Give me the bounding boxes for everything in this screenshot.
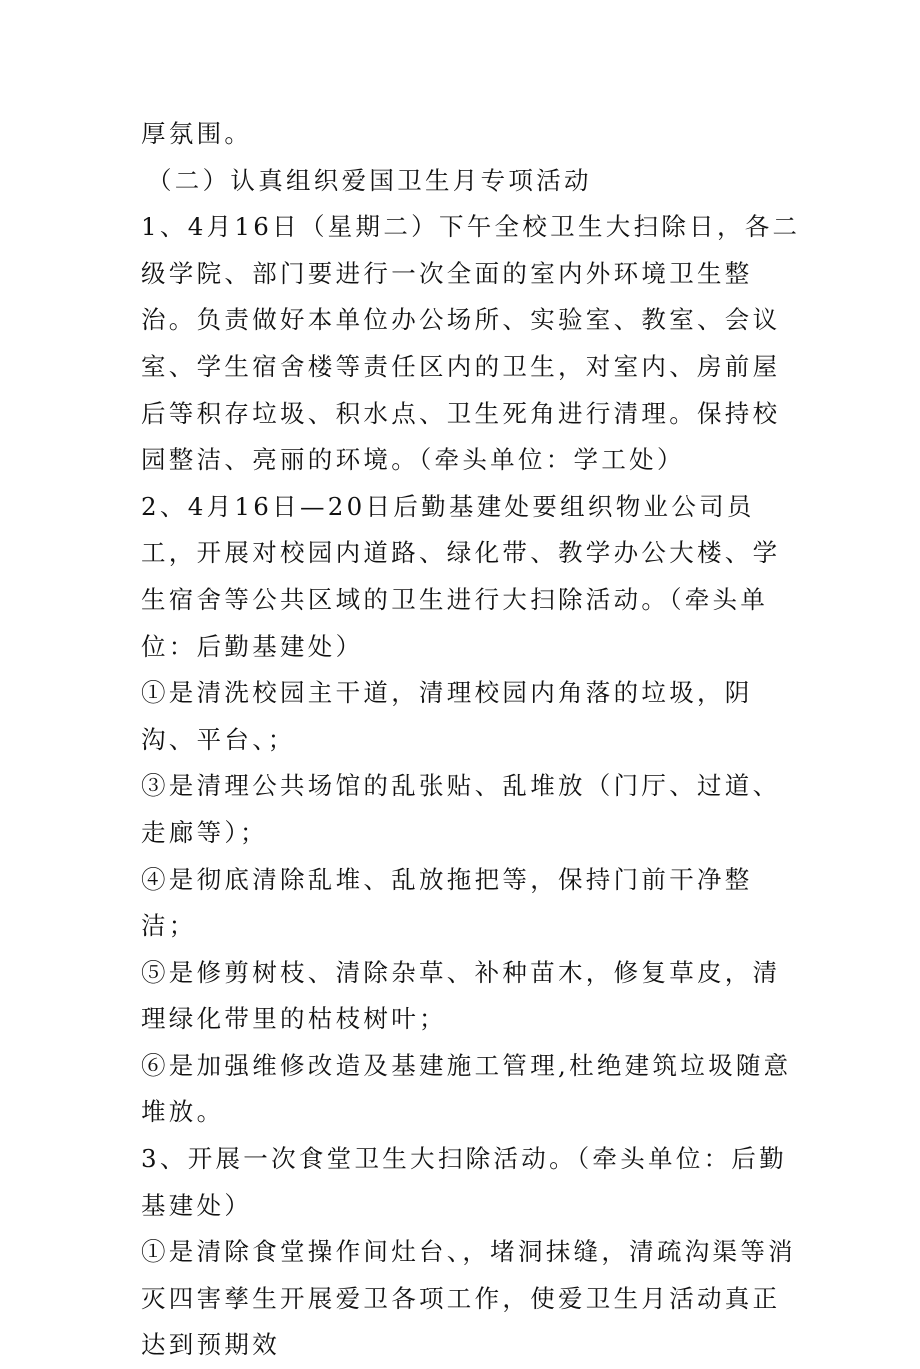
sub-item-1: ①是清洗校园主干道，清理校园内角落的垃圾，阴沟、平台、； [141,678,753,754]
paragraph-continuation: 厚氛围。 [141,119,253,148]
paragraph-item-3: 3、开展一次食堂卫生大扫除活动。（牵头单位：后勤基建处） [141,1144,788,1220]
sub-item-3: ③是清理公共场馆的乱张贴、乱堆放（门厅、过道、走廊等）； [141,771,781,847]
paragraph-item-2: 2、4月16日—20日后勤基建处要组织物业公司员工，开展对校园内道路、绿化带、教学办公大楼、学生宿舍等公共区域的卫生进行大扫除活动。（牵头单位：后勤基建处） [141,491,781,661]
canteen-sub-item-1: ①是清除食堂操作间灶台、，堵洞抹缝，清疏沟渠等消灭四害孳生开展爱卫各项工作，使爱卫生月活动真正达到预期效 [141,1237,796,1360]
section-heading: （二）认真组织爱国卫生月专项活动 [147,165,592,195]
document-body [141,111,801,1369]
paragraph-item-1: 1、4月16日（星期二）下午全校卫生大扫除日，各二级学院、部门要进行一次全面的室内外环境卫生整治。负责做好本单位办公场所、实验室、教室、会议室、学生宿舍楼等责任区内的卫生，对室内、房前屋后等积存垃圾、积水点、卫生死角进行清理。保持校园整洁、亮丽的环境。（牵头单位：学工处） [141,212,801,475]
sub-item-6: ⑥是加强维修改造及基建施工管理,杜绝建筑垃圾随意堆放。 [141,1050,792,1127]
sub-item-5: ⑤是修剪树枝、清除杂草、补种苗木，修复草皮，清理绿化带里的枯枝树叶； [141,957,781,1034]
sub-item-4: ④是彻底清除乱堆、乱放拖把等，保持门前干净整洁； [141,864,753,941]
